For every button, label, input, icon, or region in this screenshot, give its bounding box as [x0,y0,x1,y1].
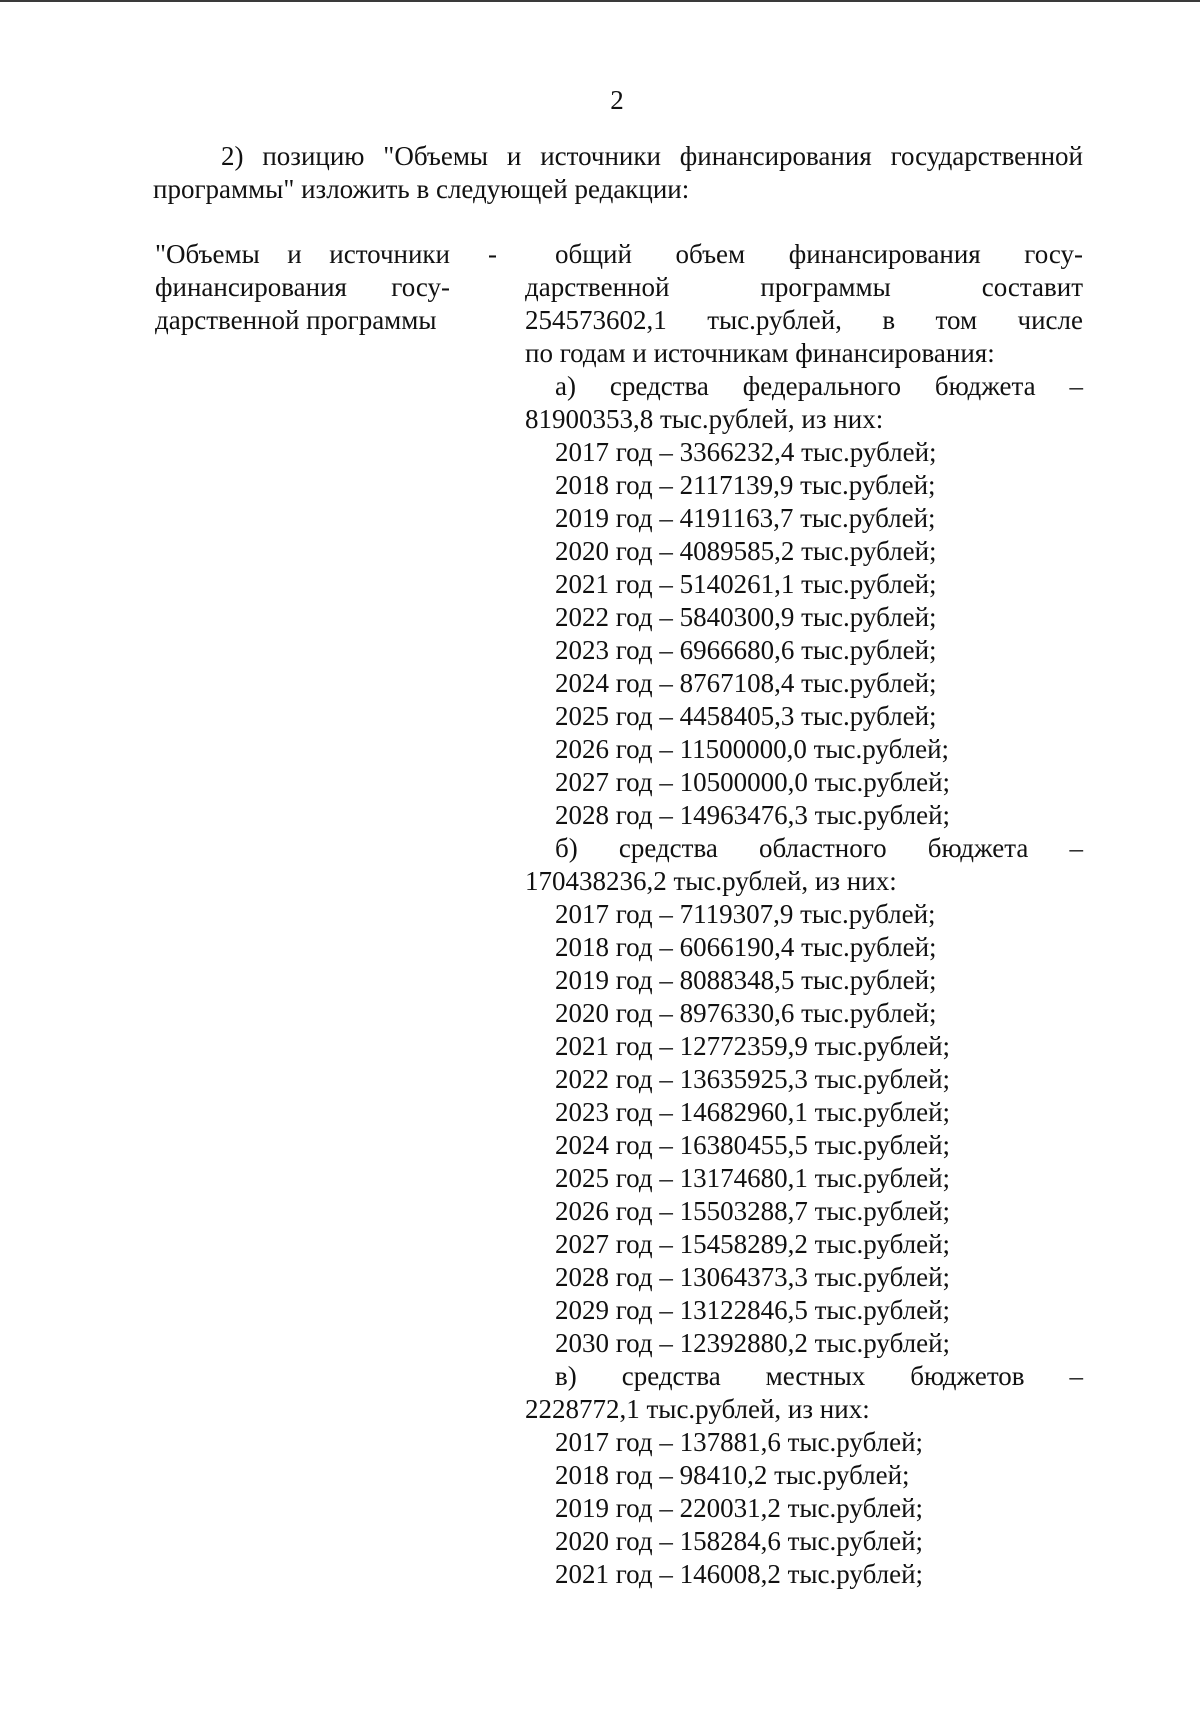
financing-description [525,238,1083,1591]
federal-year-item: 2022 год – 5840300,9 тыс.рублей; [555,602,937,632]
regional-heading: 170438236,2 тыс.рублей, из них: [525,866,897,896]
federal-year-item: 2021 год – 5140261,1 тыс.рублей; [555,569,937,599]
federal-year-item: 2023 год – 6966680,6 тыс.рублей; [555,635,937,665]
column-dash: - [488,239,497,269]
regional-heading: б) средства областного бюджета – [555,833,1083,863]
federal-year-list [525,436,1083,832]
regional-year-item: 2023 год – 14682960,1 тыс.рублей; [555,1097,951,1127]
regional-year-item: 2020 год – 8976330,6 тыс.рублей; [555,998,937,1028]
position-label-line: финансирования госу- [155,272,450,302]
local-year-list [525,1426,1083,1591]
general-line: 254573602,1 тыс.рублей, в том числе [525,305,1083,335]
federal-heading: 81900353,8 тыс.рублей, из них: [525,404,884,434]
regional-year-item: 2028 год – 13064373,3 тыс.рублей; [555,1262,951,1292]
regional-year-item: 2019 год – 8088348,5 тыс.рублей; [555,965,937,995]
position-label-line: дарственной программы [155,305,437,335]
local-year-item: 2019 год – 220031,2 тыс.рублей; [555,1493,924,1523]
federal-year-item: 2026 год – 11500000,0 тыс.рублей; [555,734,950,764]
federal-year-item: 2017 год – 3366232,4 тыс.рублей; [555,437,937,467]
federal-year-item: 2024 год – 8767108,4 тыс.рублей; [555,668,937,698]
scan-top-edge [0,0,1200,2]
regional-year-item: 2027 год – 15458289,2 тыс.рублей; [555,1229,951,1259]
regional-year-item: 2018 год – 6066190,4 тыс.рублей; [555,932,937,962]
position-label [155,238,450,337]
federal-year-item: 2019 год – 4191163,7 тыс.рублей; [555,503,936,533]
federal-year-item: 2020 год – 4089585,2 тыс.рублей; [555,536,937,566]
intro-line: 2) позицию "Объемы и источники финансирования государственной [221,141,1083,171]
federal-year-item: 2027 год – 10500000,0 тыс.рублей; [555,767,951,797]
federal-year-item: 2018 год – 2117139,9 тыс.рублей; [555,470,936,500]
regional-year-item: 2024 год – 16380455,5 тыс.рублей; [555,1130,951,1160]
intro-line: программы" изложить в следующей редакции: [153,174,690,204]
regional-year-item: 2022 год – 13635925,3 тыс.рублей; [555,1064,951,1094]
regional-year-list [525,898,1083,1360]
regional-year-item: 2026 год – 15503288,7 тыс.рублей; [555,1196,951,1226]
federal-year-item: 2025 год – 4458405,3 тыс.рублей; [555,701,937,731]
local-year-item: 2020 год – 158284,6 тыс.рублей; [555,1526,924,1556]
local-year-item: 2021 год – 146008,2 тыс.рублей; [555,1559,924,1589]
federal-heading: а) средства федерального бюджета – [555,371,1083,401]
regional-year-item: 2021 год – 12772359,9 тыс.рублей; [555,1031,951,1061]
regional-year-item: 2017 год – 7119307,9 тыс.рублей; [555,899,936,929]
local-heading: 2228772,1 тыс.рублей, из них: [525,1394,870,1424]
general-line: по годам и источникам финансирования: [525,338,995,368]
local-year-item: 2017 год – 137881,6 тыс.рублей; [555,1427,924,1457]
general-line: дарственной программы составит [525,272,1083,302]
federal-year-item: 2028 год – 14963476,3 тыс.рублей; [555,800,951,830]
regional-year-item: 2029 год – 13122846,5 тыс.рублей; [555,1295,951,1325]
regional-year-item: 2025 год – 13174680,1 тыс.рублей; [555,1163,951,1193]
position-label-line: "Объемы и источники [155,239,450,269]
regional-year-item: 2030 год – 12392880,2 тыс.рублей; [555,1328,951,1358]
intro-paragraph [153,140,1083,206]
general-line: общий объем финансирования госу- [555,239,1083,269]
page-number: 2 [610,85,624,115]
local-heading: в) средства местных бюджетов – [555,1361,1083,1391]
local-year-item: 2018 год – 98410,2 тыс.рублей; [555,1460,910,1490]
